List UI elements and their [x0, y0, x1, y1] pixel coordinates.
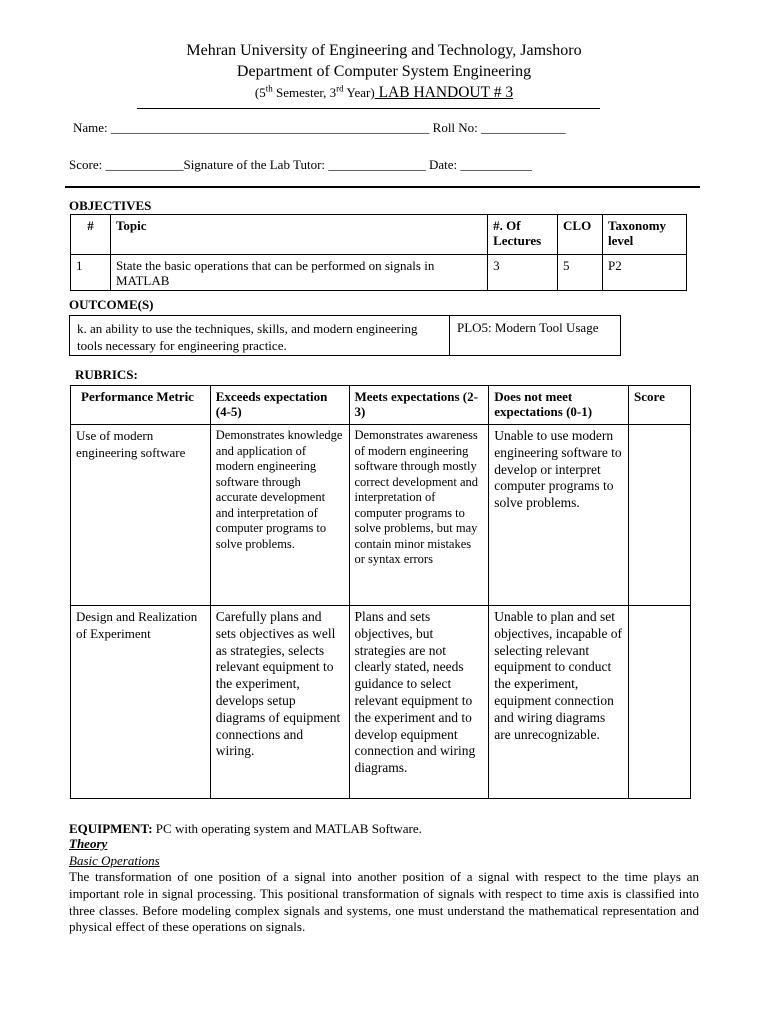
objectives-table — [70, 214, 687, 291]
objective-clo: 5 — [558, 255, 603, 291]
col-taxonomy: Taxonomy level — [603, 215, 687, 255]
col-clo: CLO — [558, 215, 603, 255]
department-title: Department of Computer System Engineering — [236, 63, 532, 80]
rubric-does-not-meet: Unable to plan and set objectives, incapable of selecting relevant equipment to conduct the experiment, equipment connection and wiring diagrams are unrecognizable. — [489, 606, 629, 799]
handout-number: LAB HANDOUT # 3 — [374, 84, 514, 101]
rubric-exceeds: Demonstrates knowledge and application of modern engineering software through accurate development and interpretation of computer programs to solve problems. — [210, 425, 349, 606]
header-divider — [137, 108, 600, 109]
name-rollno-line: Name: _________________________________________________ Roll No: _____________ — [73, 120, 566, 135]
equipment-line — [69, 821, 422, 837]
score-signature-line: Score: ____________Signature of the Lab Tutor: _______________ Date: ___________ — [69, 157, 532, 172]
university-title: Mehran University of Engineering and Technology, Jamshoro — [186, 42, 582, 59]
col-performance-metric: Performance Metric — [71, 386, 211, 425]
rubric-score — [629, 425, 691, 606]
equipment-label: EQUIPMENT: — [69, 821, 153, 836]
col-meets: Meets expectations (2-3) — [349, 386, 489, 425]
col-lectures: #. Of Lectures — [488, 215, 558, 255]
year-close: Year) — [343, 85, 375, 100]
year-sup: rd — [336, 83, 344, 94]
col-score: Score — [629, 386, 691, 425]
rubric-metric: Design and Realization of Experiment — [71, 606, 211, 799]
col-exceeds: Exceeds expectation (4-5) — [210, 386, 349, 425]
equipment-text: PC with operating system and MATLAB Software. — [152, 821, 422, 836]
rubric-score — [629, 606, 691, 799]
rubric-metric: Use of modern engineering software — [71, 425, 211, 606]
objective-lectures: 3 — [488, 255, 558, 291]
rubric-does-not-meet: Unable to use modern engineering software to develop or interpret computer programs to solve problems. — [489, 425, 629, 606]
col-topic: Topic — [110, 215, 487, 255]
objectives-header-row — [71, 215, 687, 255]
objective-num: 1 — [71, 255, 111, 291]
theory-heading: Theory — [69, 836, 108, 851]
rubric-meets: Plans and sets objectives, but strategies are not clearly stated, needs guidance to select relevant equipment to the experiment and to develop equipment connection and wiring diagrams. — [349, 606, 489, 799]
rubric-exceeds: Carefully plans and sets objectives as well as strategies, selects relevant equipment to the experiment, develops setup diagrams of equipment connections and wiring. — [210, 606, 349, 799]
outcome-heading: OUTCOME(S) — [69, 297, 154, 312]
col-num: # — [71, 215, 111, 255]
semester-sup: th — [265, 83, 273, 94]
objectives-heading: OBJECTIVES — [69, 198, 152, 213]
plo-text: PLO5: Modern Tool Usage — [449, 315, 621, 356]
table-row — [71, 606, 691, 799]
table-row — [71, 255, 687, 291]
col-does-not-meet: Does not meet expectations (0-1) — [489, 386, 629, 425]
rubrics-heading: RUBRICS: — [75, 367, 138, 382]
table-row — [71, 425, 691, 606]
semester-open: (5 — [254, 85, 266, 100]
objective-topic: State the basic operations that can be performed on signals in MATLAB — [110, 255, 487, 291]
theory-paragraph: The transformation of one position of a signal into another position of a signal with respect to the time plays an important role in signal processing. This positional transformation of signals with respect to time axis is classified into three classes. Before modeling complex signals and systems, one must understand the mathematical representation and physical effect of these operations on signals. — [69, 869, 699, 935]
outcome-text: k. an ability to use the techniques, skills, and modern engineering tools necessary for engineering practice. — [69, 315, 450, 356]
rubrics-header-row — [71, 386, 691, 425]
rubric-meets: Demonstrates awareness of modern engineering software through mostly correct development and interpretation of computer programs to solve problems, but may contain minor mistakes or syntax errors — [349, 425, 489, 606]
rubrics-table — [70, 385, 691, 799]
fields-divider — [65, 186, 700, 188]
objective-taxonomy: P2 — [603, 255, 687, 291]
basic-operations-heading: Basic Operations — [69, 853, 160, 868]
handout-title — [0, 84, 768, 102]
semester-mid: Semester, 3 — [272, 85, 337, 100]
